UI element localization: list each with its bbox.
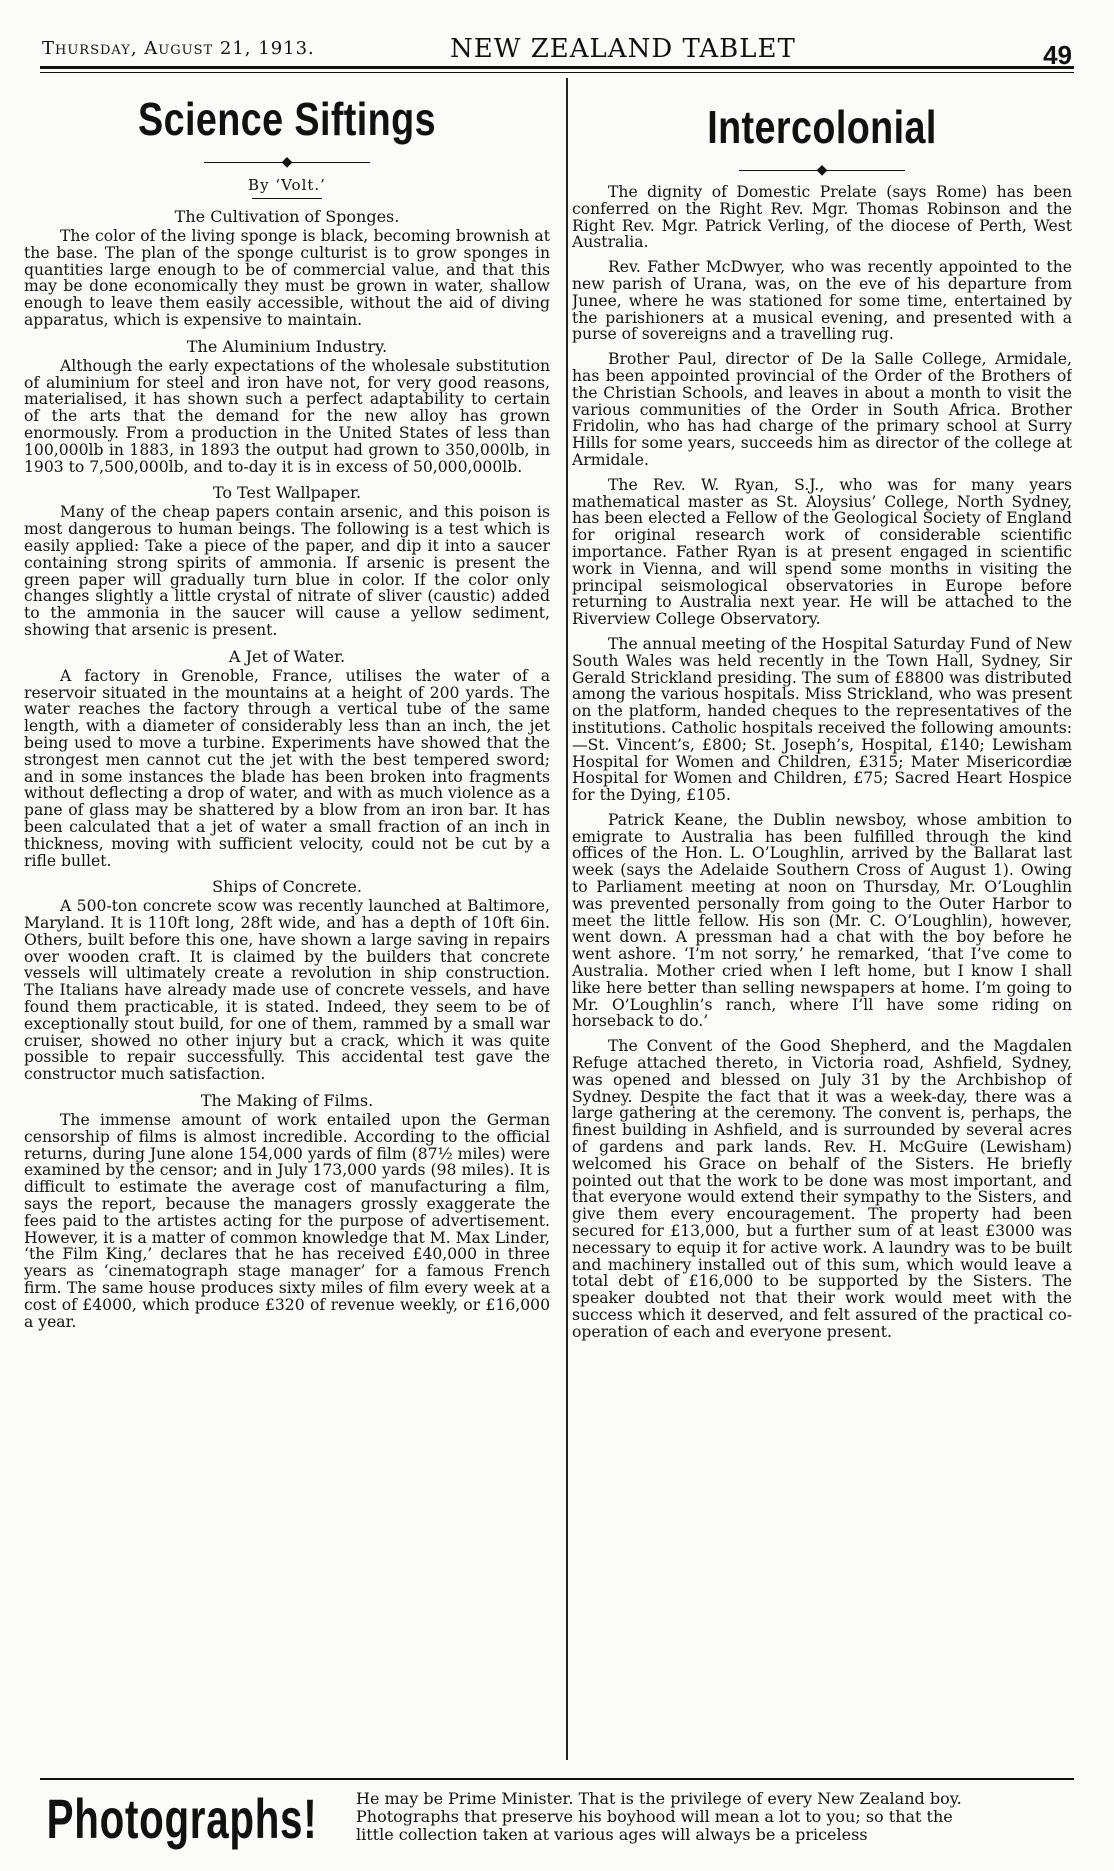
section-text: The color of the living sponge is black, becoming brownish at the base. The plan of the sponge culturist is to grow sponges in quantities large enough to be of commercial value, and that this may be done economically they must be grown in water, shallow enough to leave them easily accessible, without the aid of diving apparatus, which is expensive to maintain.: [24, 227, 550, 329]
science-siftings-column: [24, 86, 550, 1766]
news-paragraph: Patrick Keane, the Dublin newsboy, whose ambition to emigrate to Australia has been fulfilled through the kind offices of the Hon. L. O’Loughlin, arrived by the Ballarat last week (says the Adelaide Southern Cross of August 1). Owing to Parliament meeting at noon on Thursday, Mr. O’Loughlin was prevented personally from going to the Outer Harbor to meet the little fellow. His son (Mr. C. O’Loughlin), however, went down. A pressman had a chat with the boy before he went ashore. ‘I’m not sorry,’ he remarked, ‘that I’ve come to Australia. Mother cried when I left home, but I know I shall like here better than selling newspapers at home. I’m going to Mr. O’Loughlin’s ranch, where I’ll have some riding on horseback to do.’: [572, 810, 1072, 1031]
news-paragraph: The annual meeting of the Hospital Saturday Fund of New South Wales was held recently in the Town Hall, Sydney, Sir Gerald Strickland presiding. The sum of £8800 was distributed among the various hospitals. Miss Strickland, who was present on the platform, handed cheques to the representatives of the institutions. Catholic hospitals received the following amounts:—St. Vincent’s, £800; St. Joseph’s, Hospital, £140; Lewisham Hospital for Women and Children, £315; Mater Misericordiæ Hospital for Women and Children, £75; Sacred Heart Hospice for the Dying, £105.: [572, 634, 1072, 805]
section-text: Many of the cheap papers contain arsenic, and this poison is most dangerous to human beings. The following is a test which is easily applied: Take a piece of the paper, and dip it into a saucer containing strong spirits of ammonia. If arsenic is present the green paper will gradually turn blue in color. If the color only changes slightly a little crystal of nitrate of sliver (caustic) added to the ammonia in the saucer will cause a yellow sediment, showing that arsenic is present.: [24, 503, 550, 639]
footer-rule: [40, 1778, 1074, 1780]
advert-line: little collection taken at various ages will always be a priceless: [356, 1826, 868, 1844]
photographs-advert-heading: Photographs!: [46, 1787, 318, 1850]
page-number: 49: [1043, 40, 1072, 70]
byline: By ‘Volt.’: [248, 176, 326, 194]
section-title: Ships of Concrete.: [212, 877, 362, 897]
news-paragraph: Rev. Father McDwyer, who was recently appointed to the new parish of Urana, was, on the eve of his departure from Junee, where he was stationed for some time, entertained by the parishioners at a musical evening, and presented with a purse of sovereigns and a travelling rug.: [572, 258, 1072, 344]
ornament-divider: ◆: [24, 154, 550, 170]
advert-line: Photographs that preserve his boyhood will mean a lot to you; so that the: [356, 1808, 953, 1826]
issue-date: Thursday, August 21, 1913.: [42, 38, 315, 59]
ornament-divider: ◆: [572, 162, 1072, 178]
photographs-advert-text: [356, 1790, 1074, 1844]
section-title: The Cultivation of Sponges.: [174, 207, 400, 226]
intercolonial-column: [572, 86, 1072, 1766]
news-paragraph: Brother Paul, director of De la Salle College, Armidale, has been appointed provincial of the Order of the Brothers of the Christian Schools, and leaves in about a month to visit the various communities of the Order in South Africa. Brother Fridolin, who has had charge of the primary school at Surry Hills for some years, succeeds him as director of the college at Armidale.: [572, 350, 1072, 469]
intercolonial-heading: Intercolonial: [707, 101, 937, 153]
section-title: To Test Wallpaper.: [212, 483, 362, 503]
newspaper-title: NEW ZEALAND TABLET: [450, 34, 796, 64]
section-text: A factory in Grenoble, France, utilises the water of a reservoir situated in the mountains at a height of 200 yards. The water reaches the factory through a vertical tube of the same length, with a diameter of considerably less than an inch, the jet being used to move a turbine. Experiments have showed that the strongest men cannot cut the jet with the best tempered sword; and in some instances the blade has been broken into fragments without deflecting a drop of water, and with as much violence as a pane of glass may be shattered by a blow from an iron bar. It has been calculated that a jet of water a small fraction of an inch in thickness, moving with sufficient velocity, could not be cut by a rifle bullet.: [24, 666, 550, 870]
section-title: The Aluminium Industry.: [186, 336, 388, 356]
science-siftings-heading: Science Siftings: [138, 93, 436, 145]
column-divider: [566, 78, 568, 1760]
news-paragraph: The dignity of Domestic Prelate (says Rome) has been conferred on the Right Rev. Mgr. Thomas Robinson and the Right Rev. Mgr. Patrick Verling, of the diocese of Perth, West Australia.: [572, 183, 1072, 252]
section-text: The immense amount of work entailed upon the German censorship of films is almost incredible. According to the official returns, during June alone 154,000 yards of film (87½ miles) were examined by the censor; and in July 173,000 yards (98 miles). It is difficult to estimate the average cost of manufacturing a film, says the report, because the managers grossly exaggerate the fees paid to the artistes acting for the purpose of advertisement. However, it is a matter of common knowledge that M. Max Linder, ‘the Film King,’ declares that he has received £40,000 in three years as ‘cinematograph stage manager’ for a famous French firm. The same house produces sixty miles of film every week at a cost of £4000, which produce £320 of revenue weekly, or £16,000 a year.: [24, 1111, 550, 1331]
byline-rule: [252, 198, 322, 199]
section-text: A 500-ton concrete scow was recently launched at Baltimore, Maryland. It is 110ft long, 28ft wide, and has a depth of 10ft 6in. Others, built before this one, have shown a large saving in repairs over wooden craft. It is claimed by the builders that concrete vessels will ultimately create a revolution in ship construction. The Italians have already made use of concrete vessels, and have found them practicable, it is stated. Indeed, they seem to be of exceptionally stout build, for one of them, rammed by a small war cruiser, showed no other injury but a crack, which it was quite possible to repair successfully. This accidental test gave the constructor much satisfaction.: [24, 897, 550, 1084]
news-paragraph: The Rev. W. Ryan, S.J., who was for many years mathematical master as St. Aloysius’ College, North Sydney, has been elected a Fellow of the Geological Society of England for original research work of considerable scientific importance. Father Ryan is at present engaged in scientific work in Vienna, and will spend some months in visiting the principal seismological observatories in Europe before returning to Australia next year. He will be attached to the Riverview College Observatory.: [572, 475, 1072, 629]
section-text: Although the early expectations of the wholesale substitution of aluminium for steel and iron have not, for very good reasons, materialised, it has shown such a perfect adaptability to certain of the arts that the demand for the new alloy has grown enormously. From a production in the United States of less than 100,000lb in 1883, in 1893 the output had grown to 350,000lb, in 1903 to 7,500,000lb, and to-day it is in excess of 50,000,000lb.: [24, 356, 550, 476]
page-header: [40, 32, 1074, 69]
news-paragraph: The Convent of the Good Shepherd, and the Magdalen Refuge attached thereto, in Victoria road, Ashfield, Sydney, was opened and blessed on July 31 by the Archbishop of Sydney. Despite the fact that it was a week-day, there was a large gathering at the ceremony. The convent is, perhaps, the finest building in Ashfield, and is surrounded by several acres of gardens and park lands. Rev. H. McGuire (Lewisham) welcomed his Grace on behalf of the Sisters. He briefly pointed out that the work to be done was most important, and that everyone would extend their sympathy to the Sisters, and give them every encouragement. The property had been secured for £13,000, but a further sum of at least £3000 was necessary to equip it for active work. A laundry was to be built and machinery installed out of this sum, which would leave a total debt of £16,000 to be supported by the Sisters. The speaker doubted not that their work would meet with the success which it deserved, and felt assured of the practical co-operation of each and everyone present.: [572, 1037, 1072, 1341]
section-title: A Jet of Water.: [228, 646, 346, 666]
advert-line: He may be Prime Minister. That is the privilege of every New Zealand boy.: [356, 1790, 962, 1808]
section-title: The Making of Films.: [200, 1091, 374, 1111]
